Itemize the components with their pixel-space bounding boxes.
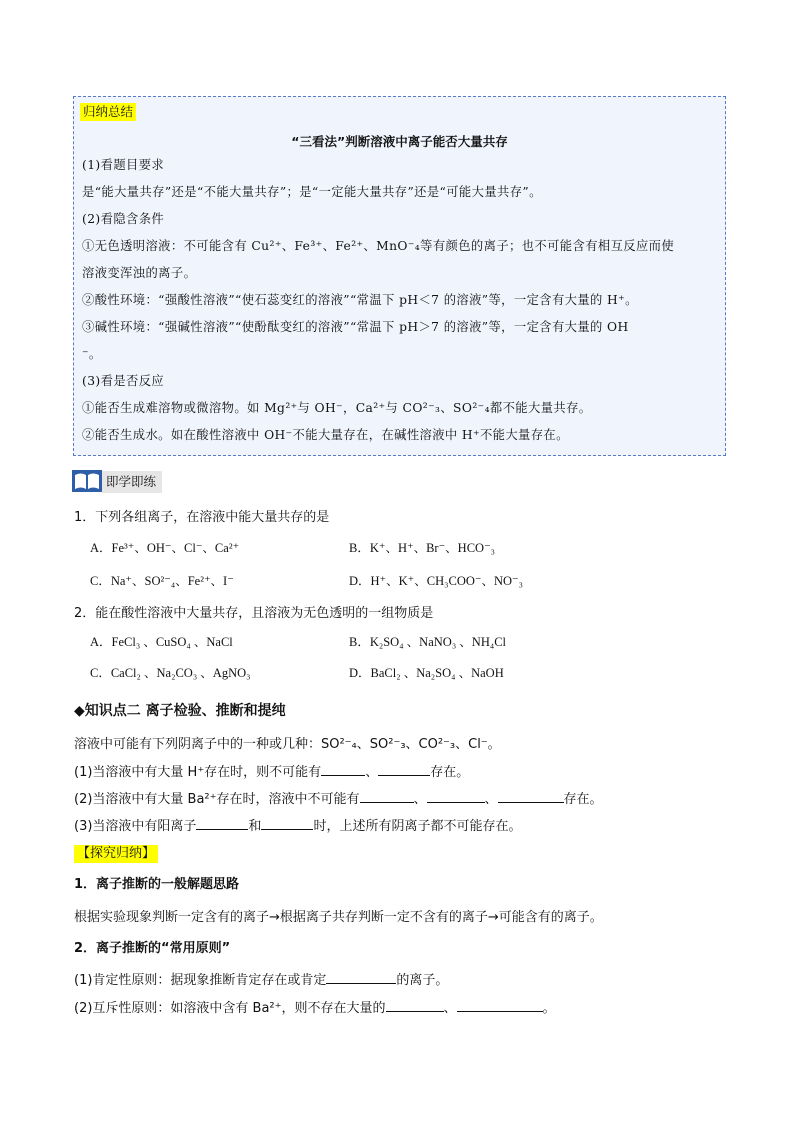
separator: 、 [484,792,498,807]
q2-option-b: B．K₂SO₄ 、NaNO₃ 、NH₄Cl [349,635,507,649]
rule-1 [74,971,448,990]
summary-line: ②酸性环境：“强酸性溶液”“使石蕊变红的溶液”“常温下 pH＜7 的溶液”等，一定含有大量的 H⁺。 [82,293,638,307]
separator: 、 [413,792,427,807]
answer-blank[interactable] [326,971,396,984]
rule-text: 的离子。 [396,973,449,988]
summary-line: ②能否生成水。如在酸性溶液中 OH⁻不能大量存在，在碱性溶液中 H⁺不能大量存在。 [82,428,569,442]
summary-title: “三看法”判断溶液中离子能否大量共存 [291,134,508,149]
answer-blank[interactable] [457,999,543,1012]
explore-tag: 【探究归纳】 [74,845,158,863]
summary-line: ①无色透明溶液：不可能含有 Cu²⁺、Fe³⁺、Fe²⁺、MnO⁻₄等有颜色的离子；也不可能含有相互反应而使 [82,239,675,253]
rule-text: (1)肯定性原则：据现象推断肯定存在或肯定 [74,973,327,988]
q2-option-a: A．FeCl₃ 、CuSO₄ 、NaCl [90,635,233,649]
answer-blank[interactable] [360,790,414,803]
subheading-2: 2．离子推断的“常用原则” [74,941,231,956]
book-icon [72,470,102,492]
summary-line: (2)看隐含条件 [82,212,165,226]
q1-option-b: B．K⁺、H⁺、Br⁻、HCO⁻₃ [349,541,496,555]
fill-question-text: 时，上述所有阴离子都不可能存在。 [313,819,522,834]
q2-option-d: D．BaCl₂ 、Na₂SO₄ 、NaOH [349,666,504,680]
fill-question-text: (3)当溶液中有阳离子 [74,819,197,834]
summary-tag: 归纳总结 [80,103,136,121]
answer-blank[interactable] [378,763,430,776]
question-2-stem: 2．能在酸性溶液中大量共存，且溶液为无色透明的一组物质是 [74,606,434,621]
fill-question-text: 存在。 [563,792,603,807]
summary-line: 是“能大量共存”还是“不能大量共存”；是“一定能大量共存”还是“可能大量共存”。 [82,185,542,199]
question-1-stem: 1．下列各组离子，在溶液中能大量共存的是 [74,510,330,525]
answer-blank[interactable] [386,999,444,1012]
summary-line: (3)看是否反应 [82,374,165,388]
paragraph-1: 根据实验现象判断一定含有的离子→根据离子共存判断一定不含有的离子→可能含有的离子。 [74,910,603,925]
q1-option-a: A．Fe³⁺、OH⁻、Cl⁻、Ca²⁺ [90,541,240,555]
fill-question-1 [74,763,469,782]
practice-label: 即学即练 [102,471,162,493]
section-heading: ◆知识点二 离子检验、推断和提纯 [74,703,286,719]
answer-blank[interactable] [427,790,485,803]
fill-question-text: (1)当溶液中有大量 H⁺存在时，则不可能有 [74,765,322,780]
fill-question-3 [74,817,521,836]
summary-line: ①能否生成难溶物或微溶物。如 Mg²⁺与 OH⁻，Ca²⁺与 CO²⁻₃、SO²⁻₄都不能大量共存。 [82,401,592,415]
rule-text: 。 [542,1001,556,1016]
answer-blank[interactable] [261,817,313,830]
rule-2 [74,999,556,1018]
summary-line: 溶液变浑浊的离子。 [82,266,197,280]
fill-question-text: 和 [248,819,262,834]
fill-question-text: 存在。 [430,765,470,780]
answer-blank[interactable] [196,817,248,830]
summary-line: ⁻。 [82,347,102,361]
subheading-1: 1．离子推断的一般解题思路 [74,877,240,892]
separator: 、 [443,1001,457,1016]
q1-option-c: C．Na⁺、SO²⁻₄、Fe²⁺、I⁻ [90,574,234,588]
answer-blank[interactable] [321,763,365,776]
q1-option-d: D．H⁺、K⁺、CH₃COO⁻、NO⁻₃ [349,574,523,588]
answer-blank[interactable] [498,790,564,803]
rule-text: (2)互斥性原则：如溶液中含有 Ba²⁺，则不存在大量的 [74,1001,386,1016]
q2-option-c: C．CaCl₂ 、Na₂CO₃ 、AgNO₃ [90,666,251,680]
separator: 、 [365,765,379,780]
fill-question-2 [74,790,603,809]
summary-line: (1)看题目要求 [82,158,165,172]
summary-line: ③碱性环境：“强碱性溶液”“使酚酞变红的溶液”“常温下 pH＞7 的溶液”等，一定含有大量的 OH [82,320,629,334]
fill-question-text: (2)当溶液中有大量 Ba²⁺存在时，溶液中不可能有 [74,792,360,807]
summary-box [73,96,726,456]
section-intro: 溶液中可能有下列阴离子中的一种或几种：SO²⁻₄、SO²⁻₃、CO²⁻₃、Cl⁻。 [74,737,501,752]
